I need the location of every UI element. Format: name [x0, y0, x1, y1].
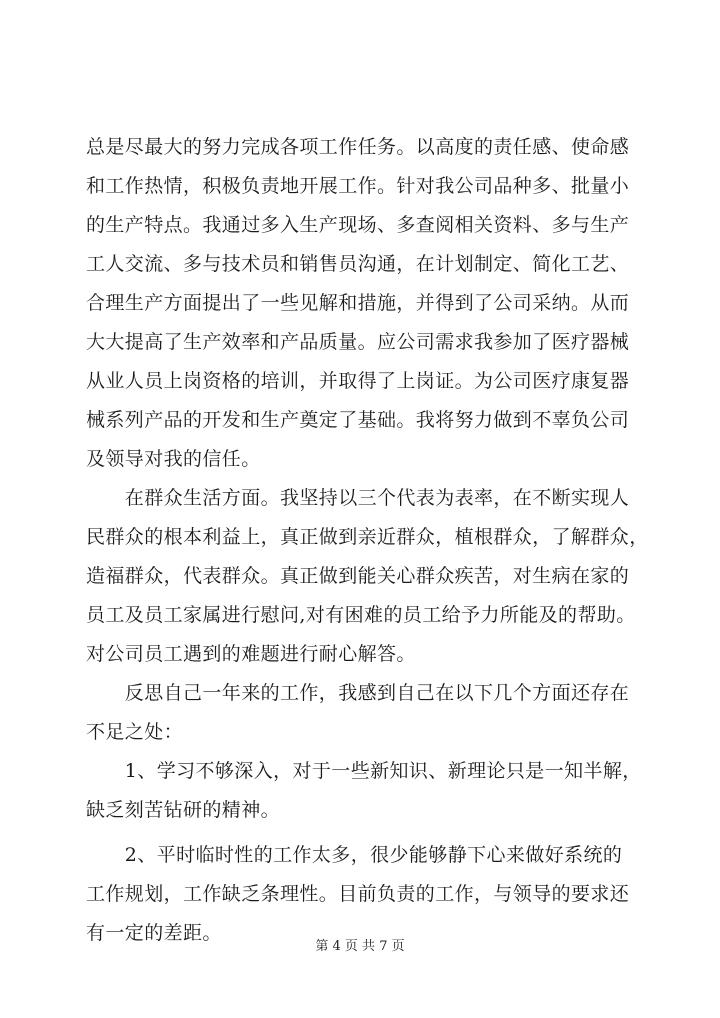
text-line: 在群众生活方面。我坚持以三个代表为表率，在不断实现人	[86, 487, 630, 509]
text-line: 民群众的根本利益上，真正做到亲近群众，植根群众，了解群众，	[86, 526, 649, 548]
text-line: 2、平时临时性的工作太多，很少能够静下心来做好系统的	[86, 844, 623, 866]
text-line: 对公司员工遇到的难题进行耐心解答。	[86, 643, 416, 665]
text-line: 和工作热情，积极负责地开展工作。针对我公司品种多、批量小	[86, 175, 630, 197]
text-line: 1、学习不够深入，对于一些新知识、新理论只是一知半解，	[86, 760, 642, 782]
text-line: 械系列产品的开发和生产奠定了基础。我将努力做到不辜负公司	[86, 409, 630, 431]
text-line: 员工及员工家属进行慰问,对有困难的员工给予力所能及的帮助。	[86, 604, 636, 626]
text-line: 有一定的差距。	[86, 922, 222, 944]
text-line: 工作规划，工作缺乏条理性。目前负责的工作，与领导的要求还	[86, 883, 630, 905]
text-line: 从业人员上岗资格的培训，并取得了上岗证。为公司医疗康复器	[86, 370, 630, 392]
text-line: 不足之处：	[86, 721, 184, 743]
text-line: 及领导对我的信任。	[86, 448, 261, 470]
page-footer	[0, 938, 720, 956]
text-line: 总是尽最大的努力完成各项工作任务。以高度的责任感、使命感	[86, 136, 630, 158]
text-line: 的生产特点。我通过多入生产现场、多查阅相关资料、多与生产	[86, 214, 630, 236]
text-line: 大大提高了生产效率和产品质量。应公司需求我参加了医疗器械	[86, 331, 630, 353]
text-line: 工人交流、多与技术员和销售员沟通，在计划制定、简化工艺、	[86, 253, 630, 275]
page-number: 第 4 页 共 7 页	[315, 939, 405, 954]
text-line: 反思自己一年来的工作，我感到自己在以下几个方面还存在	[86, 682, 630, 704]
text-line: 合理生产方面提出了一些见解和措施，并得到了公司采纳。从而	[86, 292, 630, 314]
document-body	[86, 128, 658, 953]
text-line: 缺乏刻苦钻研的精神。	[86, 799, 281, 821]
text-line: 造福群众，代表群众。真正做到能关心群众疾苦，对生病在家的	[86, 565, 630, 587]
